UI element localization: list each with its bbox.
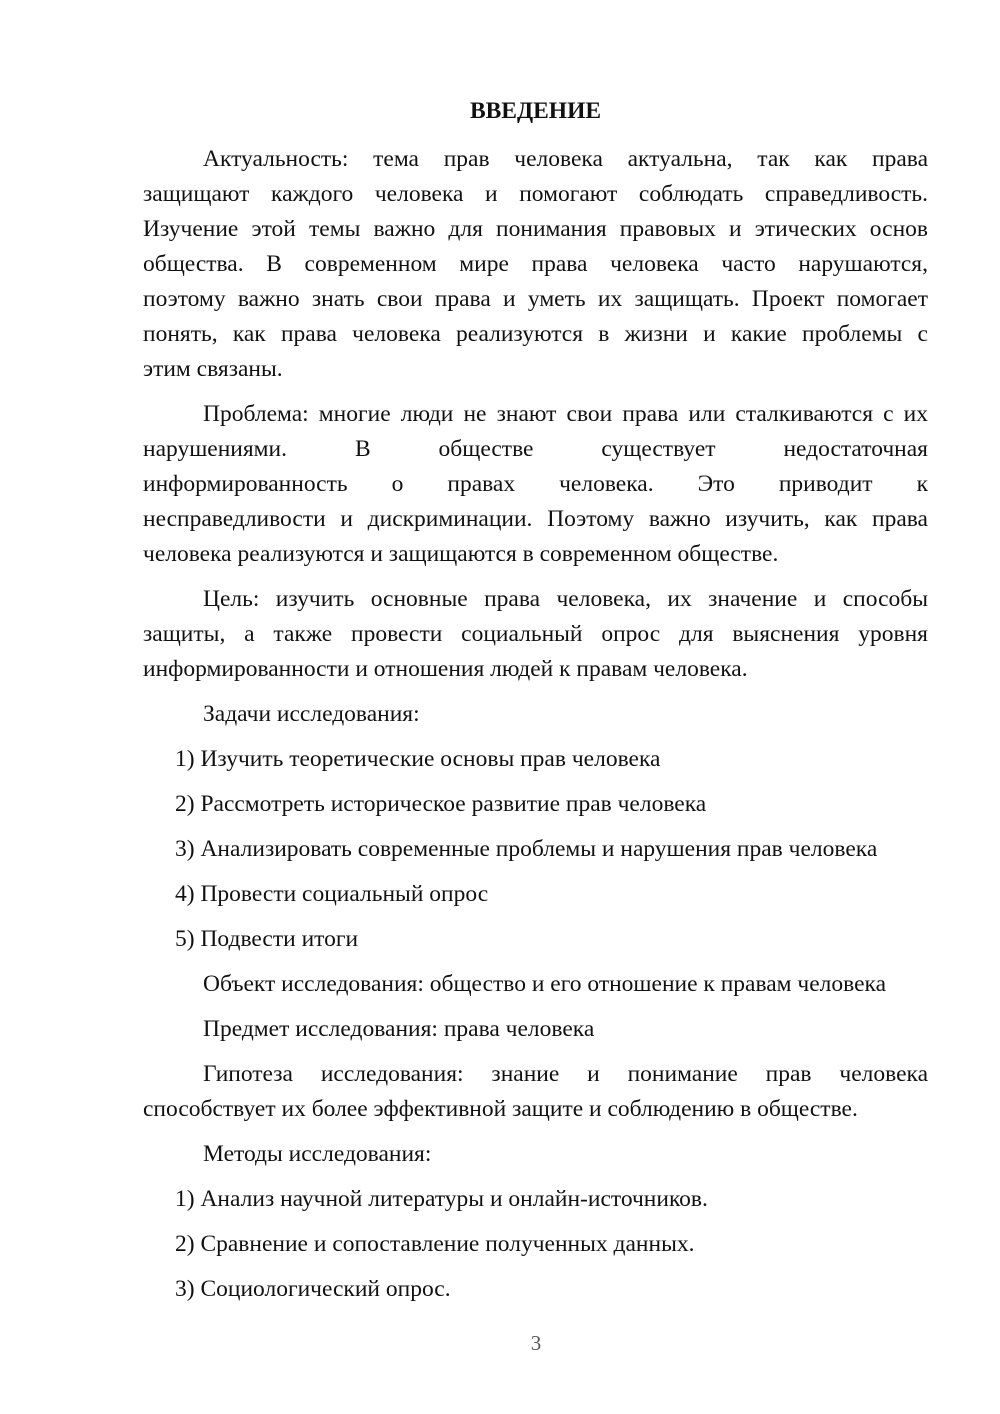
text-line: Гипотеза исследования: знание и понимание прав человека — [203, 1061, 928, 1087]
text-line: информированности и отношения людей к правам человека. — [143, 656, 748, 682]
task-item: 2) Рассмотреть историческое развитие прав человека — [175, 791, 707, 817]
text-line: способствует их более эффективной защите и соблюдению в обществе. — [143, 1096, 858, 1122]
text-line: общества. В современном мире права человека часто нарушаются, — [143, 251, 928, 277]
text-line: человека реализуются и защищаются в современном обществе. — [143, 541, 779, 567]
text-line: этим связаны. — [143, 356, 283, 382]
task-item: 3) Анализировать современные проблемы и нарушения прав человека — [175, 836, 878, 862]
page-number: 3 — [530, 1331, 542, 1355]
text-line: защищают каждого человека и помогают соблюдать справедливость. — [143, 181, 928, 207]
text-line: защиты, а также провести социальный опрос для выяснения уровня — [143, 621, 928, 647]
problem-paragraph — [143, 397, 928, 572]
section-title: ВВЕДЕНИЕ — [469, 98, 602, 124]
task-item: 5) Подвести итоги — [175, 926, 359, 952]
text-line: информированность о правах человека. Это приводит к — [143, 471, 928, 497]
task-item: 1) Изучить теоретические основы прав человека — [175, 746, 661, 772]
text-line: несправедливости и дискриминации. Поэтому важно изучить, как права — [143, 506, 928, 532]
text-line: нарушениями. В обществе существует недостаточная — [143, 436, 928, 462]
text-line: поэтому важно знать свои права и уметь их защищать. Проект помогает — [143, 286, 928, 312]
text-line: Изучение этой темы важно для понимания правовых и этических основ — [143, 216, 928, 242]
goal-paragraph — [143, 582, 928, 687]
hypothesis-paragraph — [143, 1057, 928, 1127]
tasks-heading: Задачи исследования: — [203, 701, 420, 727]
method-item: 1) Анализ научной литературы и онлайн-источников. — [175, 1186, 708, 1212]
document-page — [143, 94, 928, 1317]
methods-heading: Методы исследования: — [203, 1141, 432, 1167]
research-object: Объект исследования: общество и его отношение к правам человека — [203, 971, 887, 997]
text-line: Цель: изучить основные права человека, их значение и способы — [203, 586, 928, 612]
text-line: Проблема: многие люди не знают свои права или сталкиваются с их — [203, 401, 928, 427]
method-item: 3) Социологический опрос. — [175, 1276, 451, 1302]
text-line: Актуальность: тема прав человека актуальна, так как права — [203, 146, 928, 172]
research-subject: Предмет исследования: права человека — [203, 1016, 595, 1042]
task-item: 4) Провести социальный опрос — [175, 881, 489, 907]
method-item: 2) Сравнение и сопоставление полученных данных. — [175, 1231, 695, 1257]
relevance-paragraph — [143, 142, 928, 387]
text-line: понять, как права человека реализуются в жизни и какие проблемы с — [143, 321, 928, 347]
